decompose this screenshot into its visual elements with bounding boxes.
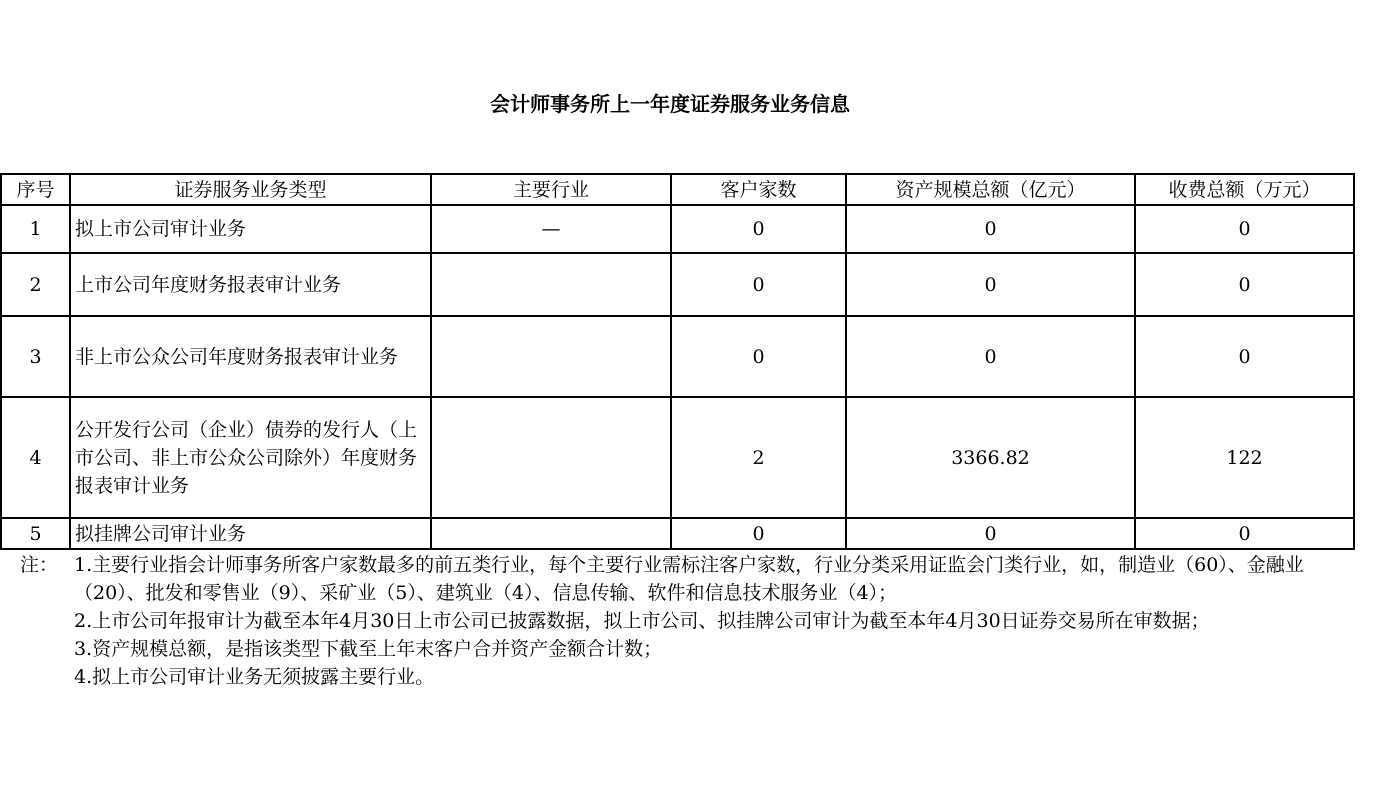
service-type: 非上市公众公司年度财务报表审计业务	[70, 316, 431, 397]
main-industry	[431, 253, 671, 316]
table-row	[1, 316, 1354, 397]
asset-total: 0	[846, 518, 1135, 549]
service-type: 上市公司年度财务报表审计业务	[70, 253, 431, 316]
page-title: 会计师事务所上一年度证券服务业务信息	[490, 92, 850, 116]
footnotes	[20, 551, 1360, 691]
footnote-label: 注：	[20, 554, 59, 576]
fee-total: 0	[1135, 253, 1354, 316]
main-industry	[431, 518, 671, 549]
service-type: 拟挂牌公司审计业务	[70, 518, 431, 549]
row-number: 2	[1, 253, 70, 316]
securities-service-table	[0, 173, 1355, 550]
row-number: 1	[1, 205, 70, 253]
header-cell: 序号	[1, 174, 70, 205]
fee-total: 122	[1135, 397, 1354, 518]
footnote-4: 4.拟上市公司审计业务无须披露主要行业。	[74, 666, 435, 688]
client-count: 0	[671, 205, 846, 253]
row-number: 4	[1, 397, 70, 518]
asset-total: 0	[846, 253, 1135, 316]
footnote-1: 1.主要行业指会计师事务所客户家数最多的前五类行业，每个主要行业需标注客户家数，行业分类采用证监会门类行业，如，制造业（60）、金融业（20）、批发和零售业（9）、采矿业（5）、建筑业（4）、信息传输、软件和信息技术服务业（4）；	[74, 554, 1304, 604]
header-cell: 客户家数	[671, 174, 846, 205]
asset-total: 3366.82	[846, 397, 1135, 518]
main-industry	[431, 316, 671, 397]
table-row	[1, 253, 1354, 316]
header-cell: 资产规模总额（亿元）	[846, 174, 1135, 205]
main-industry	[431, 397, 671, 518]
client-count: 0	[671, 518, 846, 549]
main-industry: —	[431, 205, 671, 253]
row-number: 3	[1, 316, 70, 397]
service-type: 拟上市公司审计业务	[70, 205, 431, 253]
header-cell: 主要行业	[431, 174, 671, 205]
row-number: 5	[1, 518, 70, 549]
fee-total: 0	[1135, 518, 1354, 549]
client-count: 0	[671, 253, 846, 316]
table-row	[1, 518, 1354, 549]
client-count: 2	[671, 397, 846, 518]
header-cell: 收费总额（万元）	[1135, 174, 1354, 205]
asset-total: 0	[846, 316, 1135, 397]
footnote-1-row	[20, 551, 1360, 607]
service-type: 公开发行公司（企业）债券的发行人（上市公司、非上市公众公司除外）年度财务报表审计业务	[70, 397, 431, 518]
fee-total: 0	[1135, 316, 1354, 397]
asset-total: 0	[846, 205, 1135, 253]
footnote-3: 3.资产规模总额，是指该类型下截至上年末客户合并资产金额合计数；	[74, 638, 663, 660]
fee-total: 0	[1135, 205, 1354, 253]
client-count: 0	[671, 316, 846, 397]
header-cell: 证券服务业务类型	[70, 174, 431, 205]
footnote-2: 2.上市公司年报审计为截至本年4月30日上市公司已披露数据，拟上市公司、拟挂牌公司审计为截至本年4月30日证券交易所在审数据；	[74, 610, 1210, 632]
table-header-row	[1, 174, 1354, 205]
table-row	[1, 397, 1354, 518]
table-row	[1, 205, 1354, 253]
